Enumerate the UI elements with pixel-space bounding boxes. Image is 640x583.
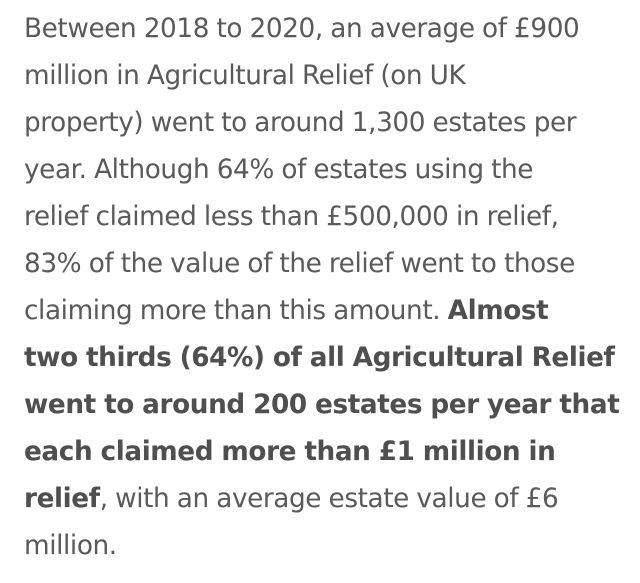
text-run: 83% of the value of the relief went to those	[24, 249, 575, 279]
article-paragraph	[24, 6, 620, 570]
paragraph-line	[24, 53, 616, 100]
bold-text-run: two thirds (64%) of all Agricultural Relief	[24, 343, 615, 373]
text-run: claiming more than this amount.	[24, 296, 448, 326]
text-run: year. Although 64% of estates using the	[24, 155, 534, 185]
text-run: million.	[24, 531, 117, 561]
paragraph-line	[24, 523, 616, 570]
text-run: , with an average estate value of £6	[99, 484, 559, 514]
paragraph-line	[24, 429, 616, 476]
paragraph-line	[24, 335, 616, 382]
paragraph-line	[24, 476, 616, 523]
text-run: property) went to around 1,300 estates per	[24, 108, 577, 138]
text-run: Between 2018 to 2020, an average of £900	[24, 14, 580, 44]
paragraph-line	[24, 6, 616, 53]
bold-text-run: relief	[24, 484, 100, 514]
paragraph-line	[24, 382, 620, 429]
text-run: million in Agricultural Relief (on UK	[24, 61, 466, 91]
paragraph-line	[24, 147, 616, 194]
paragraph-line	[24, 241, 616, 288]
paragraph-line	[24, 288, 616, 335]
paragraph-line	[24, 100, 616, 147]
bold-text-run: went to around 200 estates per year that	[24, 390, 620, 420]
paragraph-line	[24, 194, 616, 241]
text-run: relief claimed less than £500,000 in relief,	[24, 202, 559, 232]
bold-text-run: Almost	[447, 296, 549, 326]
bold-text-run: each claimed more than £1 million in	[24, 437, 556, 467]
